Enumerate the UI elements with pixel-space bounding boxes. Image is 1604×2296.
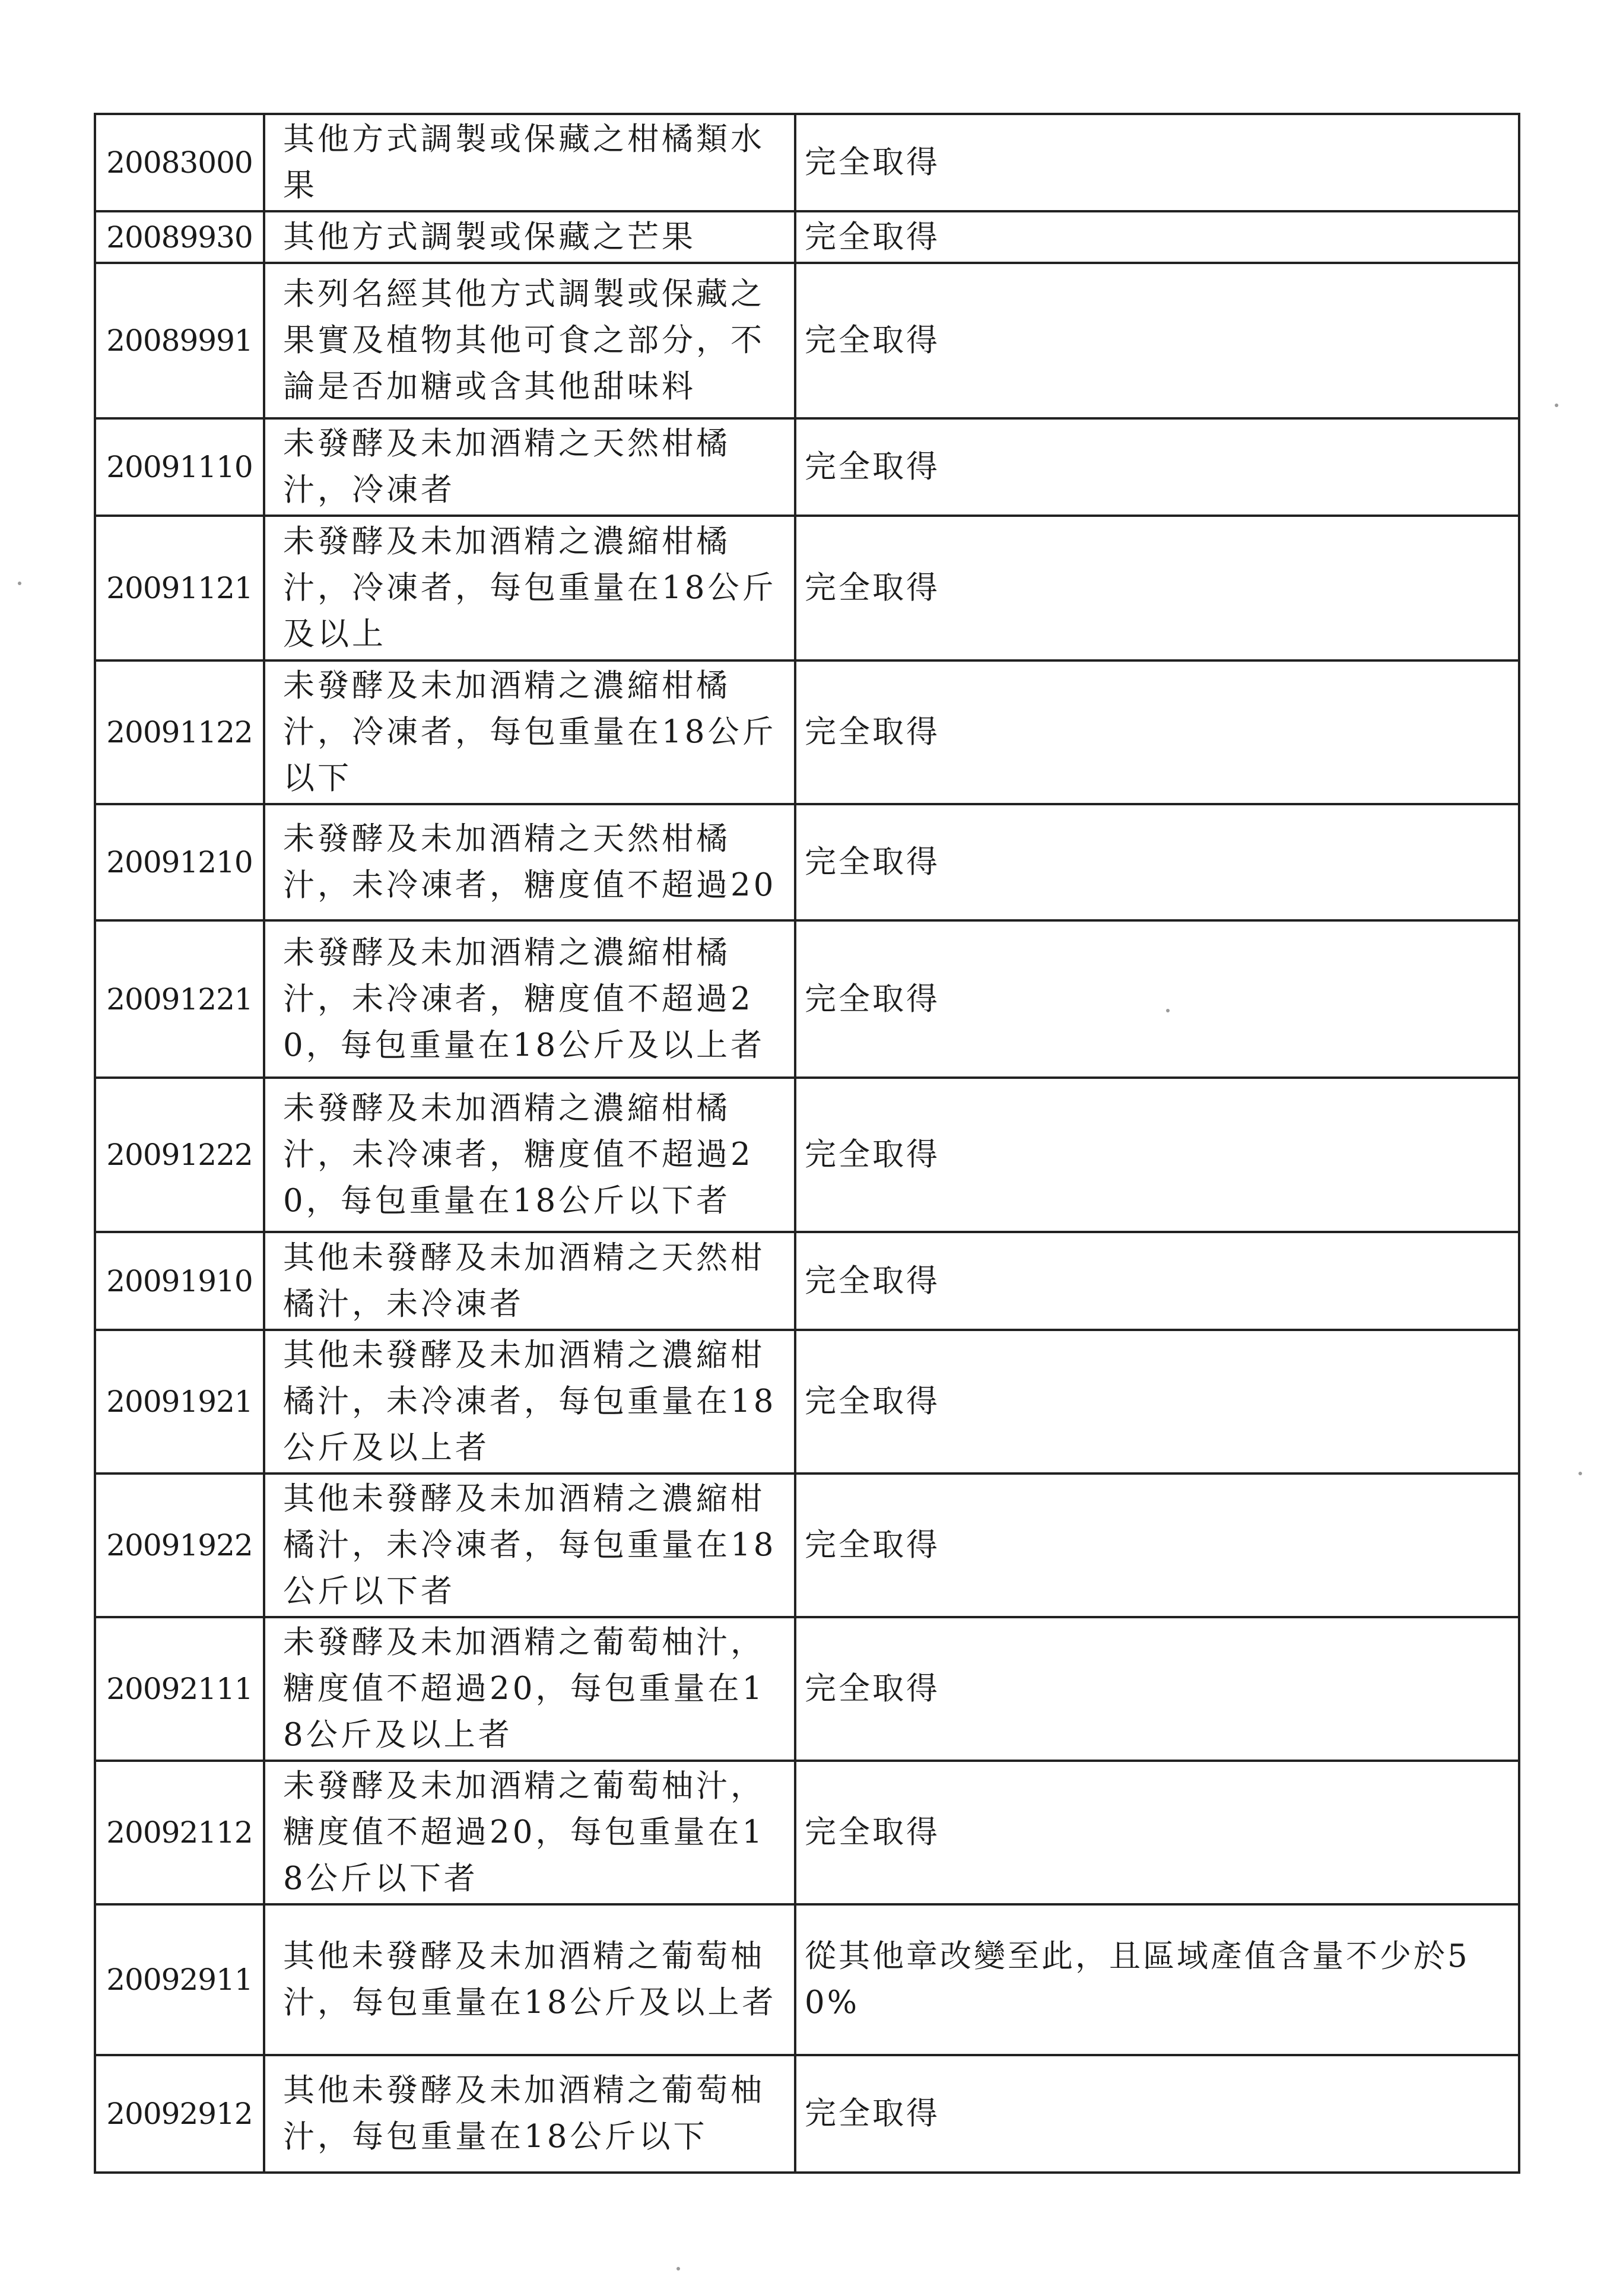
product-description: 未發酵及未加酒精之濃縮柑橘汁，未冷凍者，糖度值不超過20，每包重量在18公斤以下者 <box>264 1078 795 1232</box>
origin-rule: 完全取得 <box>795 804 1519 920</box>
table-row <box>95 2055 1519 2173</box>
table-row <box>95 1761 1519 1904</box>
tariff-rules-table <box>94 113 1520 2174</box>
product-description: 未發酵及未加酒精之濃縮柑橘汁，冷凍者，每包重量在18公斤及以上 <box>264 516 795 660</box>
table-row <box>95 1232 1519 1330</box>
tariff-code: 20092112 <box>95 1761 264 1904</box>
tariff-code: 20091122 <box>95 660 264 804</box>
scan-speck <box>1578 1472 1582 1475</box>
product-description: 其他未發酵及未加酒精之濃縮柑橘汁，未冷凍者，每包重量在18公斤以下者 <box>264 1473 795 1617</box>
origin-rule: 完全取得 <box>795 418 1519 516</box>
origin-rule: 完全取得 <box>795 2055 1519 2173</box>
table-row <box>95 660 1519 804</box>
tariff-code: 20091910 <box>95 1232 264 1330</box>
tariff-code: 20091121 <box>95 516 264 660</box>
table-row <box>95 263 1519 418</box>
tariff-code: 20091921 <box>95 1330 264 1473</box>
scan-speck <box>18 582 21 585</box>
product-description: 其他方式調製或保藏之芒果 <box>264 211 795 263</box>
scan-speck <box>676 2267 680 2270</box>
table-row <box>95 211 1519 263</box>
tariff-code: 20091210 <box>95 804 264 920</box>
table-row <box>95 1473 1519 1617</box>
tariff-code: 20083000 <box>95 114 264 211</box>
origin-rule: 完全取得 <box>795 211 1519 263</box>
scan-speck <box>1166 1009 1170 1012</box>
scan-speck <box>1555 404 1558 407</box>
tariff-code: 20089930 <box>95 211 264 263</box>
product-description: 其他未發酵及未加酒精之濃縮柑橘汁，未冷凍者，每包重量在18公斤及以上者 <box>264 1330 795 1473</box>
table-row <box>95 418 1519 516</box>
origin-rule: 完全取得 <box>795 1473 1519 1617</box>
origin-rule: 完全取得 <box>795 660 1519 804</box>
table-row <box>95 1078 1519 1232</box>
tariff-code: 20091922 <box>95 1473 264 1617</box>
tariff-code: 20089991 <box>95 263 264 418</box>
product-description: 未發酵及未加酒精之濃縮柑橘汁，未冷凍者，糖度值不超過20，每包重量在18公斤及以上者 <box>264 920 795 1078</box>
table-row <box>95 1617 1519 1761</box>
origin-rule: 完全取得 <box>795 1761 1519 1904</box>
product-description: 未發酵及未加酒精之天然柑橘汁，冷凍者 <box>264 418 795 516</box>
product-description: 其他未發酵及未加酒精之葡萄柚汁，每包重量在18公斤以下 <box>264 2055 795 2173</box>
origin-rule: 完全取得 <box>795 114 1519 211</box>
origin-rule: 完全取得 <box>795 1078 1519 1232</box>
table-row <box>95 1904 1519 2055</box>
origin-rule: 從其他章改變至此，且區域產值含量不少於50% <box>795 1904 1519 2055</box>
origin-rule: 完全取得 <box>795 263 1519 418</box>
tariff-code: 20092912 <box>95 2055 264 2173</box>
product-description: 未發酵及未加酒精之濃縮柑橘汁，冷凍者，每包重量在18公斤以下 <box>264 660 795 804</box>
table-row <box>95 516 1519 660</box>
table-row <box>95 804 1519 920</box>
origin-rule: 完全取得 <box>795 1232 1519 1330</box>
table-row <box>95 920 1519 1078</box>
table-row <box>95 114 1519 211</box>
origin-rule: 完全取得 <box>795 1617 1519 1761</box>
table-row <box>95 1330 1519 1473</box>
product-description: 未列名經其他方式調製或保藏之果實及植物其他可食之部分，不論是否加糖或含其他甜味料 <box>264 263 795 418</box>
product-description: 其他未發酵及未加酒精之葡萄柚汁，每包重量在18公斤及以上者 <box>264 1904 795 2055</box>
tariff-code: 20091110 <box>95 418 264 516</box>
origin-rule: 完全取得 <box>795 1330 1519 1473</box>
product-description: 未發酵及未加酒精之天然柑橘汁，未冷凍者，糖度值不超過20 <box>264 804 795 920</box>
origin-rule: 完全取得 <box>795 516 1519 660</box>
product-description: 其他未發酵及未加酒精之天然柑橘汁，未冷凍者 <box>264 1232 795 1330</box>
tariff-code: 20091221 <box>95 920 264 1078</box>
tariff-code: 20091222 <box>95 1078 264 1232</box>
product-description: 未發酵及未加酒精之葡萄柚汁，糖度值不超過20，每包重量在18公斤以下者 <box>264 1761 795 1904</box>
product-description: 其他方式調製或保藏之柑橘類水果 <box>264 114 795 211</box>
tariff-code: 20092911 <box>95 1904 264 2055</box>
product-description: 未發酵及未加酒精之葡萄柚汁，糖度值不超過20，每包重量在18公斤及以上者 <box>264 1617 795 1761</box>
tariff-code: 20092111 <box>95 1617 264 1761</box>
origin-rule: 完全取得 <box>795 920 1519 1078</box>
